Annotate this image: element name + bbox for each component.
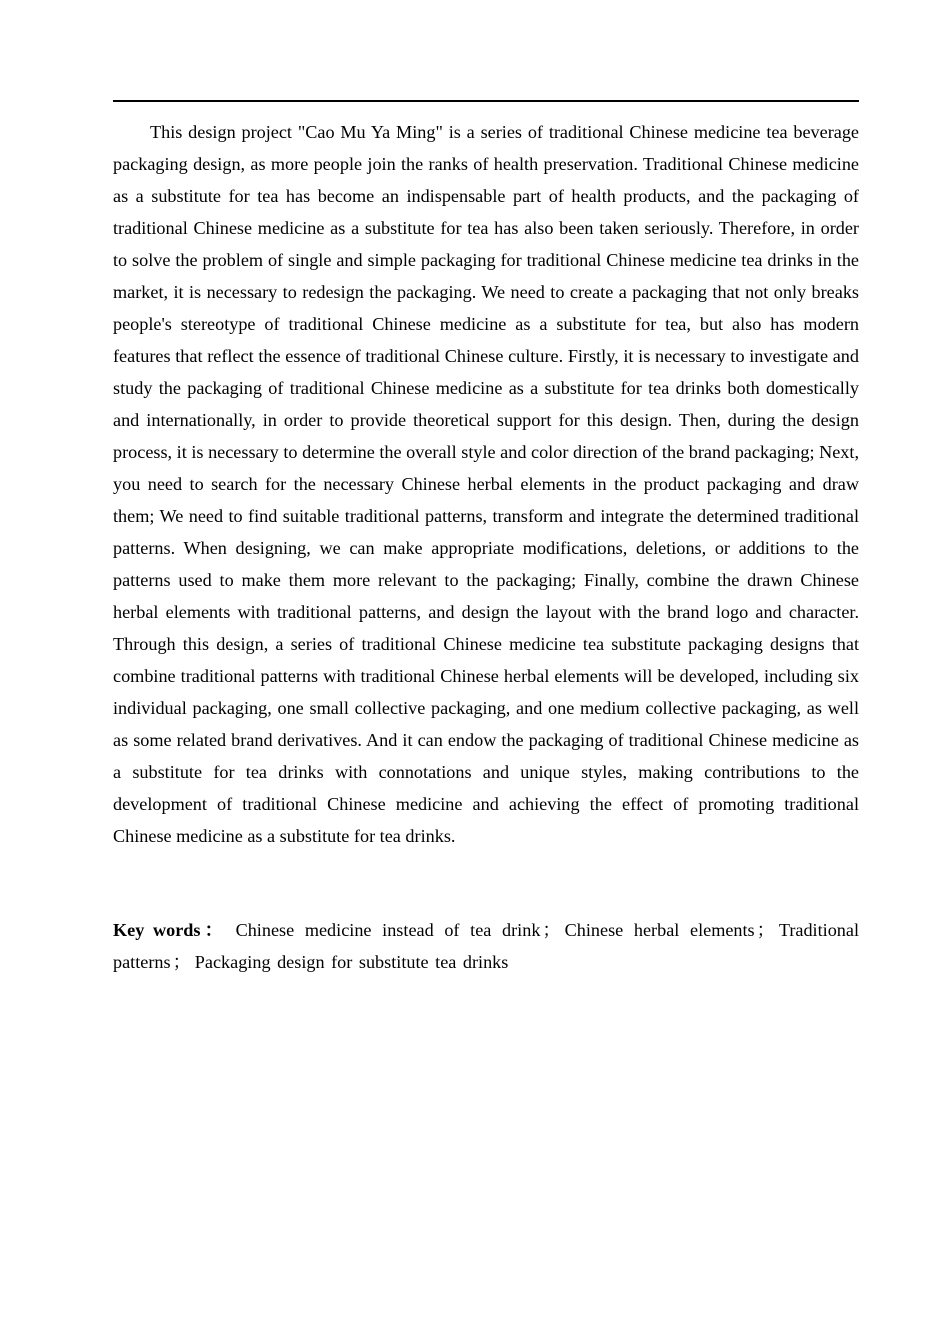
keywords-line [113,914,859,978]
header-rule [113,100,859,102]
keyword-item: Chinese medicine instead of tea drink [235,920,541,940]
keyword-item: Packaging design for substitute tea drinks [194,952,509,972]
abstract-paragraph: This design project "Cao Mu Ya Ming" is a series of traditional Chinese medicine tea beverage packaging design, as more people join the ranks of health preservation. Traditional Chinese medicine as a substitute for tea has become an indispensable part of health products, and the packaging of traditional Chinese medicine as a substitute for tea has also been taken seriously. Therefore, in order to solve the problem of single and simple packaging for traditional Chinese medicine tea drinks in the market, it is necessary to redesign the packaging. We need to create a packaging that not only breaks people's stereotype of traditional Chinese medicine as a substitute for tea, but also has modern features that reflect the essence of traditional Chinese culture. Firstly, it is necessary to investigate and study the packaging of traditional Chinese medicine as a substitute for tea drinks both domestically and internationally, in order to provide theoretical support for this design. Then, during the design process, it is necessary to determine the overall style and color direction of the brand packaging; Next, you need to search for the necessary Chinese herbal elements in the product packaging and draw them; We need to find suitable traditional patterns, transform and integrate the determined traditional patterns. When designing, we can make appropriate modifications, deletions, or additions to the patterns used to make them more relevant to the packaging; Finally, combine the drawn Chinese herbal elements with traditional patterns, and design the layout with the brand logo and character. Through this design, a series of traditional Chinese medicine tea substitute packaging designs that combine traditional patterns with traditional Chinese herbal elements will be developed, including six individual packaging, one small collective packaging, and one medium collective packaging, as well as some related brand derivatives. And it can endow the packaging of traditional Chinese medicine as a substitute for tea drinks with connotations and unique styles, making contributions to the development of traditional Chinese medicine and achieving the effect of promoting traditional Chinese medicine as a substitute for tea drinks. [113,122,859,846]
keyword-separator: ； [172,952,191,972]
keyword-separator: ； [542,920,561,940]
keyword-separator: ； [756,920,775,940]
keywords-label: Key words： [113,920,227,940]
keyword-item: Traditional patterns [113,920,860,972]
keyword-item: Chinese herbal elements [564,920,755,940]
